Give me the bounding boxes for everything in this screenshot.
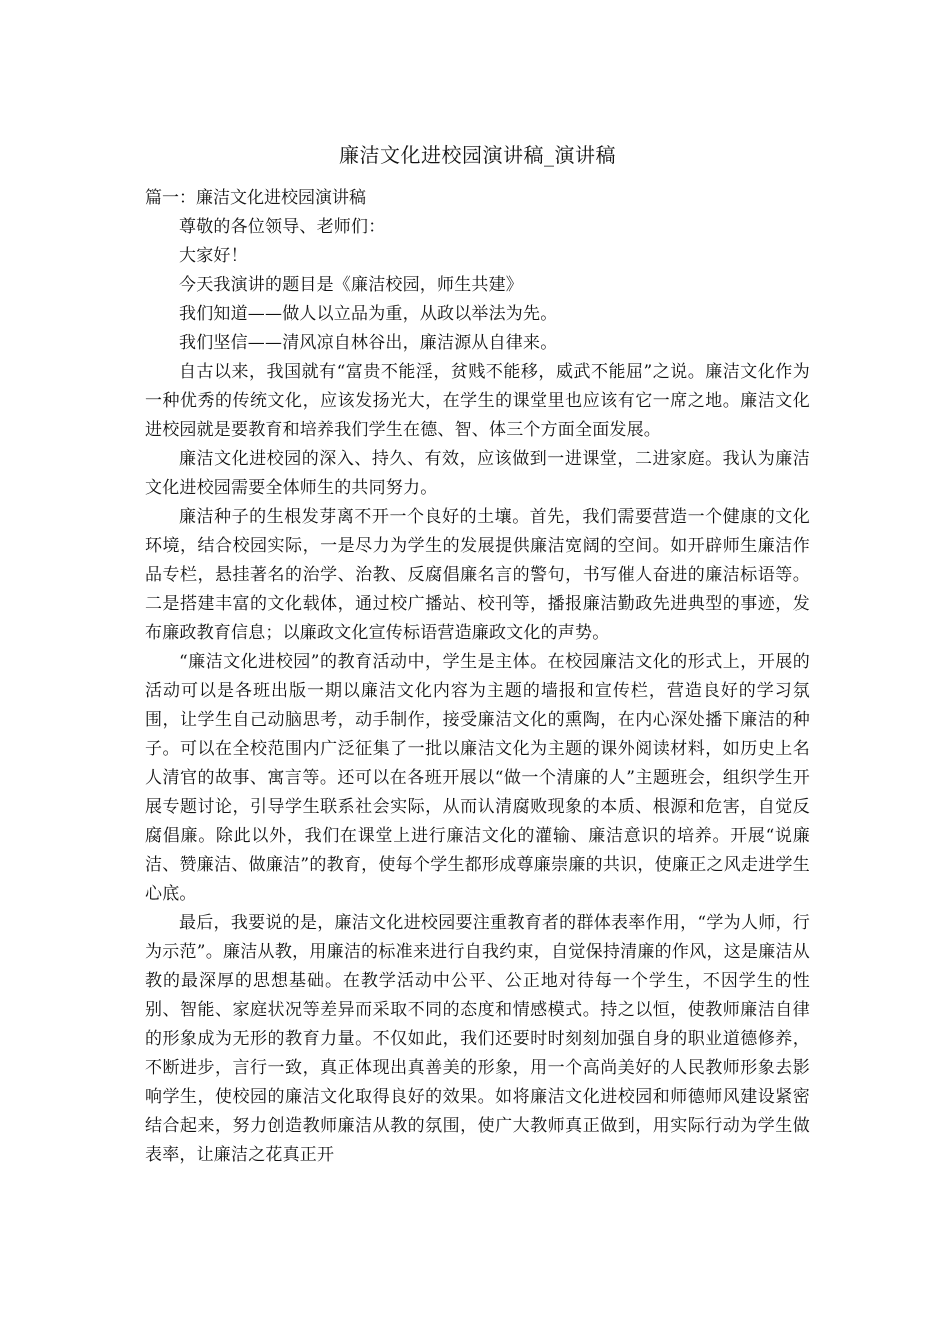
paragraph-body: 自古以来，我国就有“富贵不能淫，贫贱不能移，威武不能屈”之说。廉洁文化作为一种优秀的传统文化，应该发扬光大，在学生的课堂里也应该有它一席之地。廉洁文化进校园就是要教育和培养我们学生在德、智、体三个方面全面发展。 <box>145 362 810 440</box>
paragraph-body: 廉洁文化进校园的深入、持久、有效，应该做到一进课堂，二进家庭。我认为廉洁文化进校园需要全体师生的共同努力。 <box>145 449 810 498</box>
paragraph-salutation: 尊敬的各位领导、老师们： <box>179 217 386 237</box>
paragraph-we-believe: 我们坚信——清风凉自林谷出，廉洁源从自律来。 <box>179 333 558 353</box>
document-page <box>145 140 810 1170</box>
paragraph-we-know: 我们知道——做人以立品为重，从政以举法为先。 <box>179 304 558 324</box>
paragraph-body: “廉洁文化进校园”的教育活动中，学生是主体。在校园廉洁文化的形式上，开展的活动可以是各班出版一期以廉洁文化内容为主题的墙报和宣传栏，营造良好的学习氛围，让学生自己动脑思考，动手制作，接受廉洁文化的熏陶，在内心深处播下廉洁的种子。可以在全校范围内广泛征集了一批以廉洁文化为主题的课外阅读材料，如历史上名人清官的故事、寓言等。还可以在各班开展以“做一个清廉的人”主题班会，组织学生开展专题讨论，引导学生联系社会实际，从而认清腐败现象的本质、根源和危害，自觉反腐倡廉。除此以外，我们在课堂上进行廉洁文化的灌输、廉洁意识的培养。开展“说廉洁、赞廉洁、做廉洁”的教育，使每个学生都形成尊廉崇廉的共识，使廉正之风走进学生心底。 <box>145 652 810 904</box>
paragraph-body: 最后，我要说的是，廉洁文化进校园要注重教育者的群体表率作用，“学为人师，行为示范”。廉洁从教，用廉洁的标准来进行自我约束，自觉保持清廉的作风，这是廉洁从教的最深厚的思想基础。在教学活动中公平、公正地对待每一个学生，不因学生的性别、智能、家庭状况等差异而采取不同的态度和情感模式。持之以恒，使教师廉洁自律的形象成为无形的教育力量。不仅如此，我们还要时时刻刻加强自身的职业道德修养，不断进步，言行一致，真正体现出真善美的形象，用一个高尚美好的人民教师形象去影响学生，使校园的廉洁文化取得良好的效果。如将廉洁文化进校园和师德师风建设紧密结合起来，努力创造教师廉洁从教的氛围，使广大教师真正做到，用实际行动为学生做表率，让廉洁之花真正开 <box>145 913 810 1165</box>
paragraph-body: 廉洁种子的生根发芽离不开一个良好的土壤。首先，我们需要营造一个健康的文化环境，结合校园实际，一是尽力为学生的发展提供廉洁宽阔的空间。如开辟师生廉洁作品专栏，悬挂著名的治学、治教、反腐倡廉名言的警句，书写催人奋进的廉洁标语等。二是搭建丰富的文化载体，通过校广播站、校刊等，播报廉洁勤政先进典型的事迹，发布廉政教育信息；以廉政文化宣传标语营造廉政文化的声势。 <box>145 507 810 643</box>
section-heading: 篇一：廉洁文化进校园演讲稿 <box>145 188 366 208</box>
paragraph-topic: 今天我演讲的题目是《廉洁校园，师生共建》 <box>179 275 523 295</box>
paragraph-greeting: 大家好！ <box>179 246 248 266</box>
document-title: 廉洁文化进校园演讲稿_演讲稿 <box>339 143 616 167</box>
